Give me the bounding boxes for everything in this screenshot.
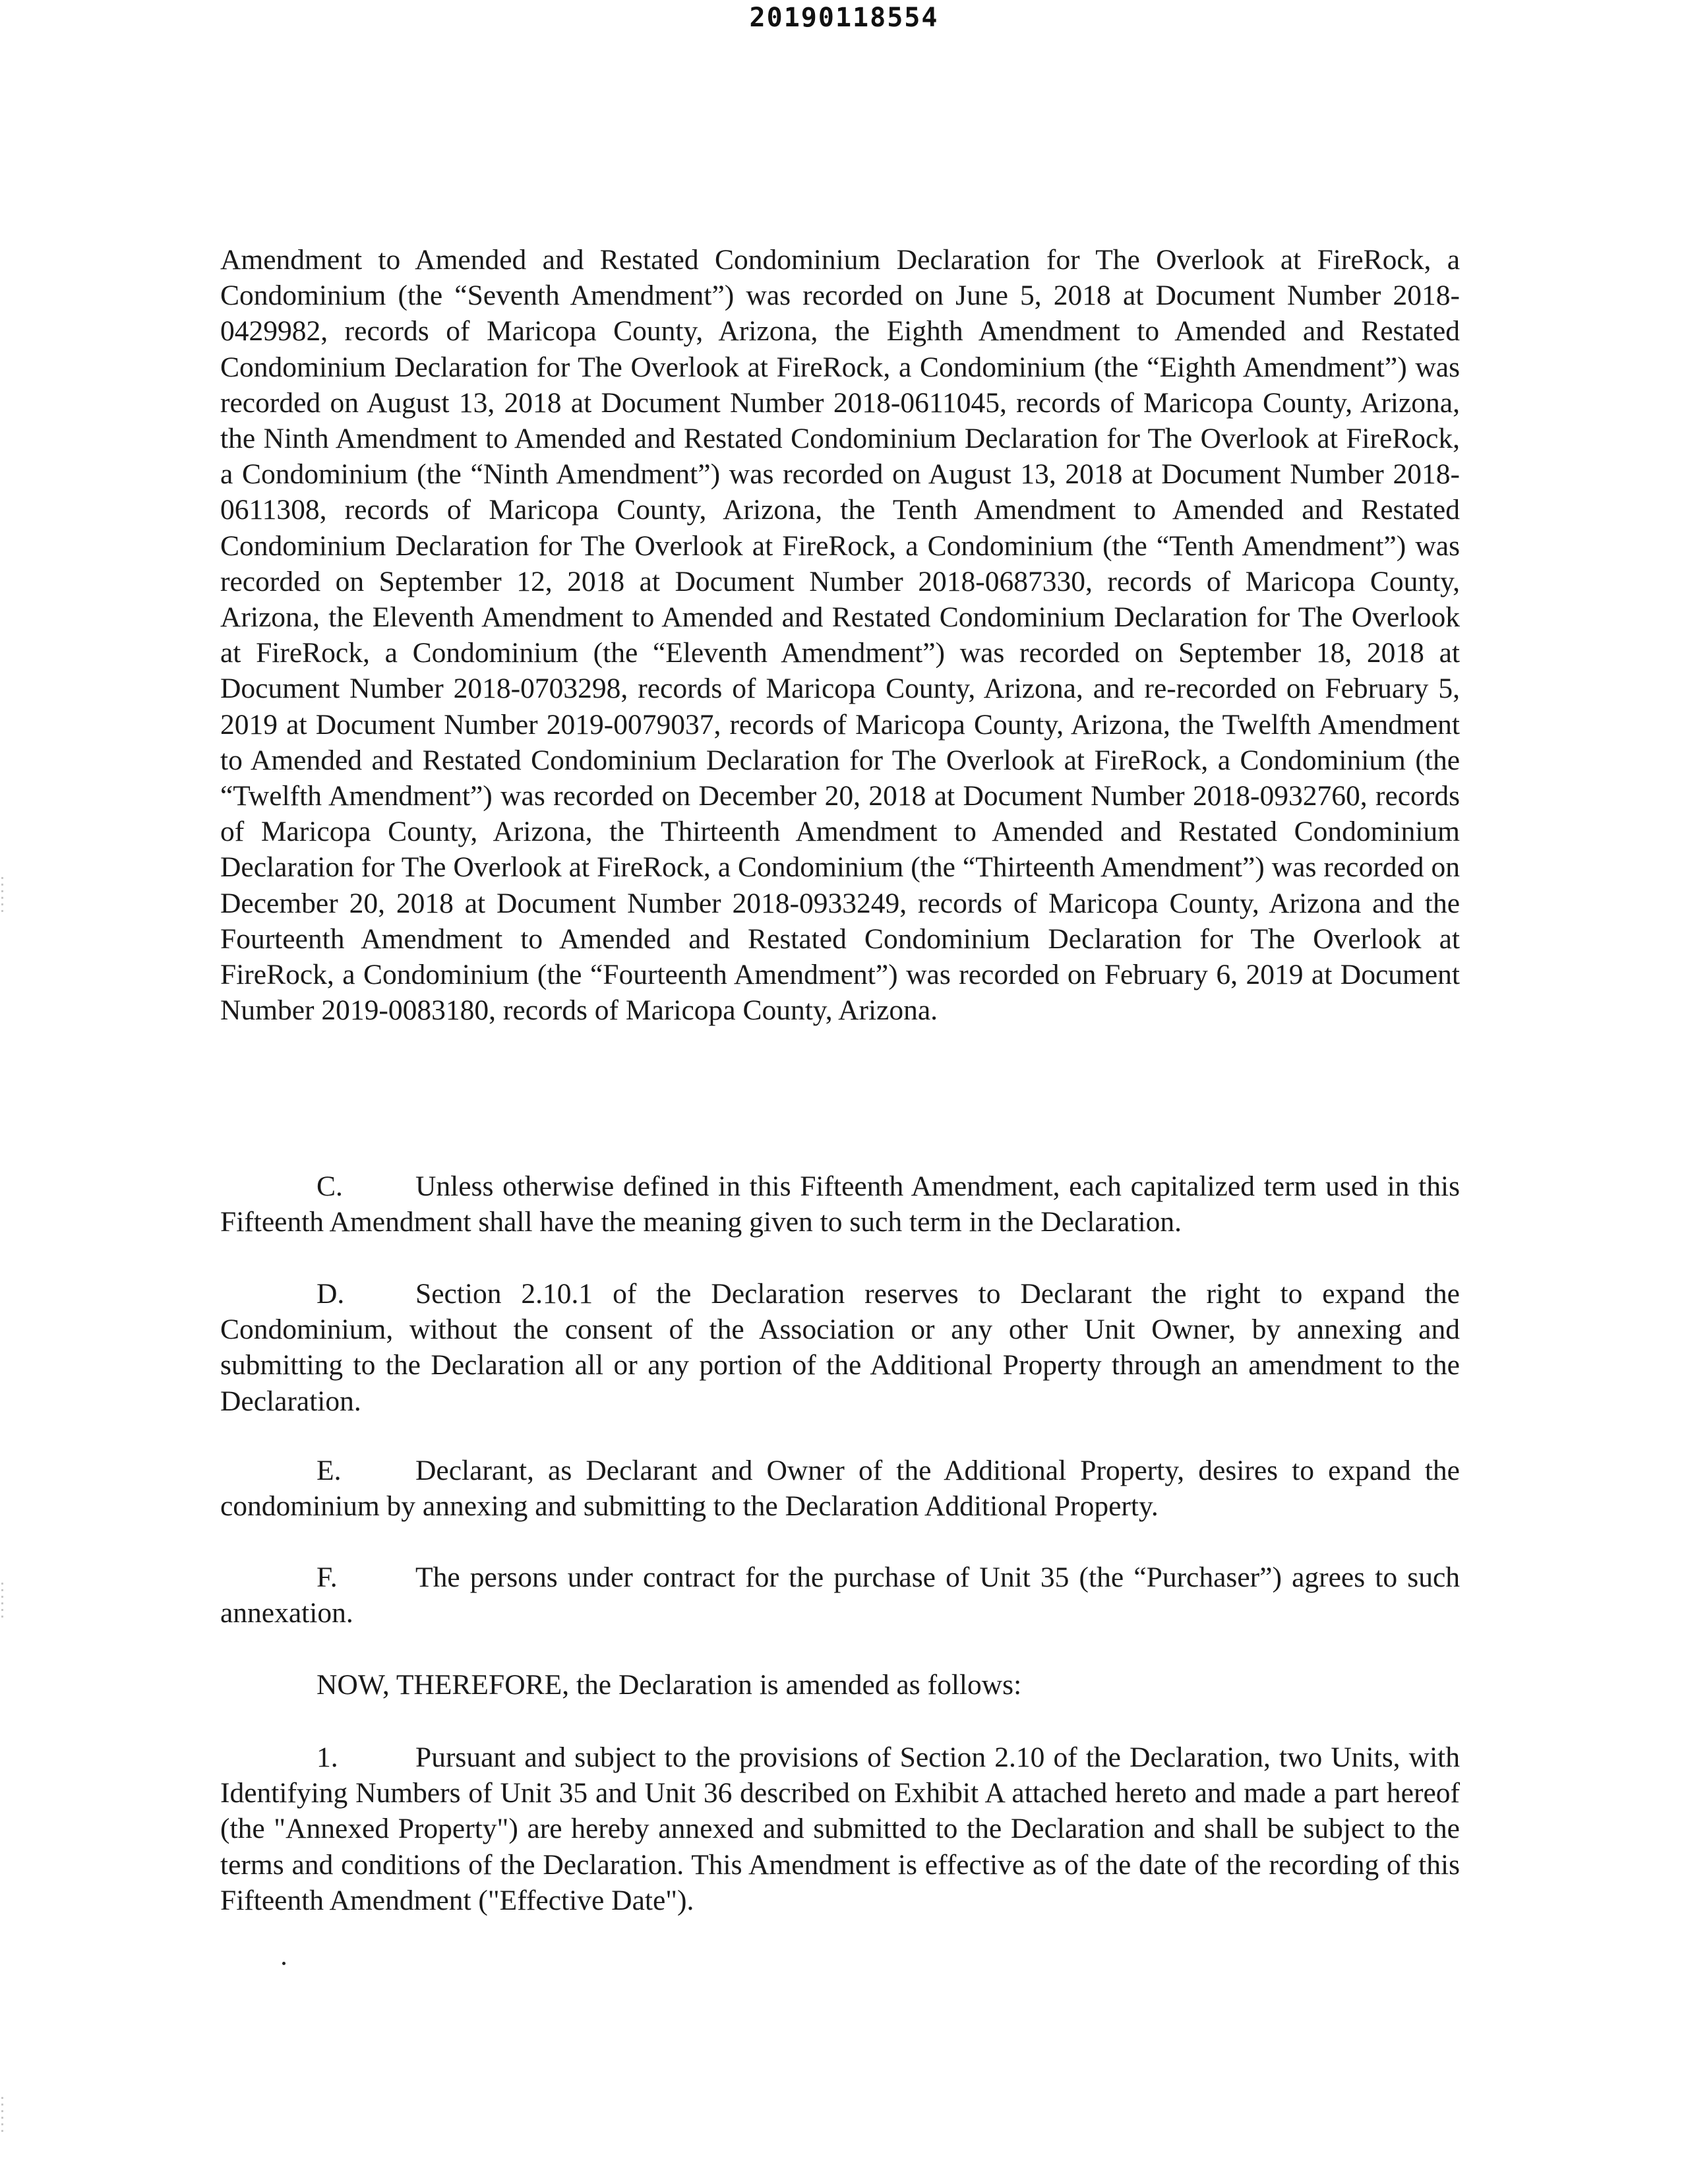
recital-f-paragraph: [220, 1560, 1460, 1631]
recital-c-paragraph: [220, 1168, 1460, 1240]
recital-c-text: Unless otherwise defined in this Fifteenth Amendment, each capitalized term used in this Fifteenth Amendment shall have the meaning given to such term in the Declaration.: [220, 1170, 1460, 1238]
scan-edge-mark: [1, 1583, 3, 1622]
recital-e-paragraph: [220, 1453, 1460, 1524]
recital-d-paragraph: [220, 1276, 1460, 1419]
scan-speck: [282, 1962, 286, 1965]
recital-continuation-text: Amendment to Amended and Restated Condominium Declaration for The Overlook at FireRock, a Condominium (the “Seventh Amendment”) was recorded on June 5, 2018 at Document Number 2018-0429982, records of Maricopa County, Arizona, the Eighth Amendment to Amended and Restated Condominium Declaration for The Overlook at FireRock, a Condominium (the “Eighth Amendment”) was recorded on August 13, 2018 at Document Number 2018-0611045, records of Maricopa County, Arizona, the Ninth Amendment to Amended and Restated Condominium Declaration for The Overlook at FireRock, a Condominium (the “Ninth Amendment”) was recorded on August 13, 2018 at Document Number 2018-0611308, records of Maricopa County, Arizona, the Tenth Amendment to Amended and Restated Condominium Declaration for The Overlook at FireRock, a Condominium (the “Tenth Amendment”) was recorded on September 12, 2018 at Document Number 2018-0687330, records of Maricopa County, Arizona, the Eleventh Amendment to Amended and Restated Condominium Declaration for The Overlook at FireRock, a Condominium (the “Eleventh Amendment”) was recorded on September 18, 2018 at Document Number 2018-0703298, records of Maricopa County, Arizona, and re-recorded on February 5, 2019 at Document Number 2019-0079037, records of Maricopa County, Arizona, the Twelfth Amendment to Amended and Restated Condominium Declaration for The Overlook at FireRock, a Condominium (the “Twelfth Amendment”) was recorded on December 20, 2018 at Document Number 2018-0932760, records of Maricopa County, Arizona, the Thirteenth Amendment to Amended and Restated Condominium Declaration for The Overlook at FireRock, a Condominium (the “Thirteenth Amendment”) was recorded on December 20, 2018 at Document Number 2018-0933249, records of Maricopa County, Arizona and the Fourteenth Amendment to Amended and Restated Condominium Declaration for The Overlook at FireRock, a Condominium (the “Fourteenth Amendment”) was recorded on February 6, 2019 at Document Number 2019-0083180, records of Maricopa County, Arizona.: [220, 244, 1460, 1027]
recital-continuation-paragraph: [220, 242, 1460, 1028]
scan-edge-mark: [1, 2097, 3, 2137]
section-1-text: Pursuant and subject to the provisions of Section 2.10 of the Declaration, two Units, with Identifying Numbers of Unit 35 and Unit 36 described on Exhibit A attached hereto and made a part hereof (the "Annexed Property") are hereby annexed and submitted to the Declaration and shall be subject to the terms and conditions of the Declaration. This Amendment is effective as of the date of the recording of this Fifteenth Amendment ("Effective Date").: [220, 1742, 1460, 1916]
recital-f-label: F.: [316, 1562, 338, 1593]
scan-edge-mark: [1, 877, 3, 917]
recital-f-text: The persons under contract for the purchase of Unit 35 (the “Purchaser”) agrees to such annexation.: [220, 1562, 1460, 1629]
recital-d-text: Section 2.10.1 of the Declaration reserves to Declarant the right to expand the Condominium, without the consent of the Association or any other Unit Owner, by annexing and submitting to the Declaration all or any portion of the Additional Property through an amendment to the Declaration.: [220, 1278, 1460, 1417]
recital-e-label: E.: [316, 1455, 342, 1486]
recital-e-text: Declarant, as Declarant and Owner of the Additional Property, desires to expand the condominium by annexing and submitting to the Declaration Additional Property.: [220, 1455, 1460, 1523]
section-1-paragraph: [220, 1740, 1460, 1918]
recital-c-label: C.: [316, 1170, 343, 1202]
now-therefore-paragraph: [220, 1667, 1460, 1703]
recording-document-number: 20190118554: [749, 3, 939, 33]
section-1-label: 1.: [316, 1742, 338, 1773]
recital-d-label: D.: [316, 1278, 345, 1310]
now-therefore-text: NOW, THEREFORE, the Declaration is amended as follows:: [316, 1669, 1022, 1701]
